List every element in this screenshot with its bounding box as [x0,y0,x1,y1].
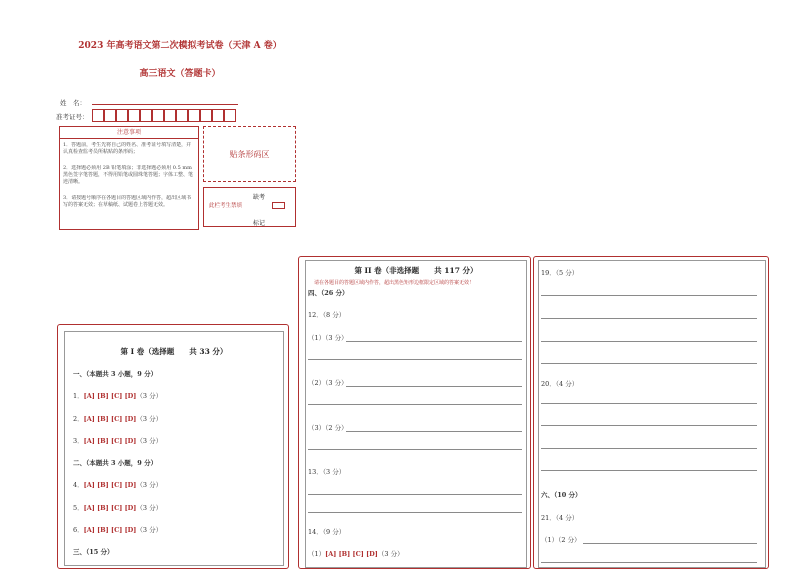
barcode-area [203,126,296,182]
answer-line[interactable] [308,359,522,360]
question-3-options[interactable]: [A] [B] [C] [D] [83,437,137,445]
id-digit-box[interactable] [104,109,116,122]
question-21: 21．（4 分） [541,514,579,522]
section-1-card [57,324,289,569]
question-1-options[interactable]: [A] [B] [C] [D] [83,392,137,400]
id-digit-box[interactable] [116,109,128,122]
question-21-1: （1）（2 分） [541,536,581,544]
question-14-1: （1）[A] [B] [C] [D]（3 分） [308,550,404,558]
notice-item-1: 1．答题前，考生先将自己的姓名、准考证号填写清楚，并认真检查监考员所粘贴的条形码； [63,142,192,155]
answer-line[interactable] [308,512,522,513]
id-digit-box[interactable] [152,109,164,122]
answer-line[interactable] [346,386,522,387]
answer-line[interactable] [541,425,757,426]
absent-note: 此栏考生禁填 [209,203,243,209]
question-2: 2．[A] [B] [C] [D]（3 分） [73,415,163,423]
section-3-card [533,256,769,569]
answer-line[interactable] [541,341,757,342]
absent-mark-box[interactable] [272,202,285,209]
section-2-title: 第 II 卷（非选择题 共 117 分） [354,266,478,275]
question-12-3: （3）（2 分） [308,424,348,432]
answer-line[interactable] [346,431,522,432]
question-1: 1．[A] [B] [C] [D]（3 分） [73,392,163,400]
answer-line[interactable] [583,543,757,544]
id-digit-box[interactable] [140,109,152,122]
question-12-2: （2）（3 分） [308,379,348,387]
answer-line[interactable] [541,318,757,319]
question-6-options[interactable]: [A] [B] [C] [D] [83,526,137,534]
card-subtitle: 高三语文（答题卡） [139,69,221,79]
answer-line[interactable] [308,449,522,450]
question-20: 20．（4 分） [541,380,579,388]
absent-mark-label: 标记 [253,220,266,227]
barcode-label: 贴条形码区 [229,150,270,159]
absent-box [203,187,296,227]
section-2-inner [305,260,527,568]
answer-line[interactable] [308,404,522,405]
question-4: 4．[A] [B] [C] [D]（3 分） [73,481,163,489]
answer-line[interactable] [541,470,757,471]
id-label: 准考证号： [56,113,89,121]
question-14: 14．（9 分） [308,528,346,536]
section-1-inner [64,331,284,566]
section-3-inner [538,260,766,568]
answer-line[interactable] [541,295,757,296]
question-19: 19．（5 分） [541,269,579,277]
question-12: 12．（8 分） [308,311,346,319]
answer-line[interactable] [308,494,522,495]
notice-item-3: 3．请按题号顺序在各题目的答题区域内作答，超出区域书写的答案无效；在草稿纸、试题卷上答题无效。 [63,195,192,208]
id-digit-box[interactable] [188,109,200,122]
id-digit-box[interactable] [176,109,188,122]
answer-line[interactable] [541,448,757,449]
question-5: 5．[A] [B] [C] [D]（3 分） [73,504,163,512]
part-4-heading: 四、（26 分） [308,289,349,297]
notice-title: 注意事项 [60,127,198,139]
notice-box [59,126,199,230]
id-digit-box[interactable] [212,109,224,122]
section-1-title: 第 I 卷（选择题 共 33 分） [120,347,228,356]
section-2-warning: 请在各题目的答题区域内作答，超出黑色矩形边框限定区域的答案无效！ [314,280,475,286]
question-6: 6．[A] [B] [C] [D]（3 分） [73,526,163,534]
id-digit-box[interactable] [224,109,236,122]
name-field[interactable] [92,104,238,105]
id-digit-box[interactable] [128,109,140,122]
part-1-heading: 一、（本题共 3 小题，9 分） [73,370,158,378]
part-3-heading: 三、（15 分） [73,548,114,556]
question-14-1-options[interactable]: [A] [B] [C] [D] [325,550,378,558]
part-6-heading: 六、（10 分） [541,491,582,499]
name-label: 姓 名： [60,99,86,107]
id-digit-box[interactable] [92,109,104,122]
question-5-options[interactable]: [A] [B] [C] [D] [83,504,137,512]
id-digit-box[interactable] [200,109,212,122]
answer-line[interactable] [541,562,757,563]
question-4-options[interactable]: [A] [B] [C] [D] [83,481,137,489]
notice-item-2: 2．选择题必须用 2B 铅笔填涂；非选择题必须用 0.5 mm 黑色签字笔答题，不得用铅笔或圆珠笔答题；字体工整、笔迹清晰。 [63,165,194,185]
question-13: 13．（3 分） [308,468,346,476]
answer-line[interactable] [346,341,522,342]
question-2-options[interactable]: [A] [B] [C] [D] [83,415,137,423]
answer-line[interactable] [541,403,757,404]
exam-title: 2023 年高考语文第二次模拟考试卷（天津 A 卷） [78,41,282,51]
question-12-1: （1）（3 分） [308,334,348,342]
answer-line[interactable] [541,363,757,364]
part-2-heading: 二、（本题共 3 小题，9 分） [73,459,158,467]
question-3: 3．[A] [B] [C] [D]（3 分） [73,437,163,445]
absent-label: 缺考 [253,194,266,201]
section-2-card [298,256,531,569]
id-digit-box[interactable] [164,109,176,122]
